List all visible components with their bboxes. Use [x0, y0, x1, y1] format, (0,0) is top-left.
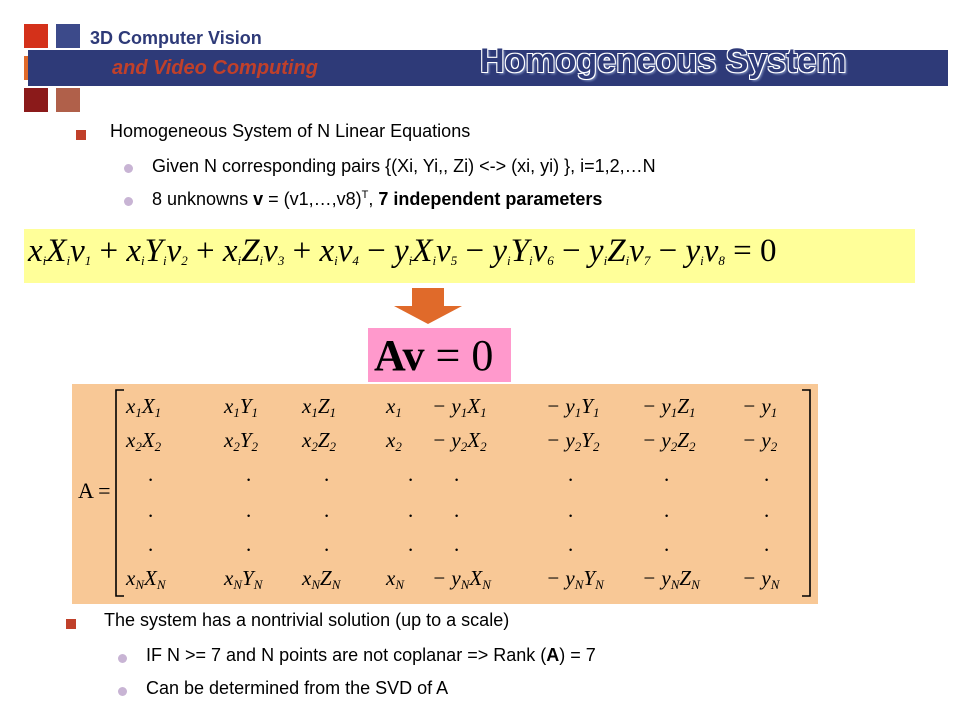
matrix-cell: . [664, 498, 670, 522]
matrix-cell: . [568, 462, 574, 486]
matrix-cell: . [664, 532, 670, 556]
matrix-cell: $x_2$ [386, 428, 402, 454]
matrix-cell: − $y_N$ [742, 566, 780, 592]
matrix-cell: $x_2Z_2$ [302, 428, 337, 454]
bullet-text: The system has a nontrivial solution (up to a scale) [104, 610, 510, 630]
matrix-cell: . [246, 462, 252, 486]
bullet-square [66, 619, 76, 629]
course-title-line2: and Video Computing [112, 57, 318, 79]
matrix-cell: $x_1Y_1$ [224, 394, 259, 420]
logo-square [56, 24, 80, 48]
matrix-cell: . [324, 532, 330, 556]
matrix-cell: . [324, 462, 330, 486]
projection-equation: $x_iX_iv_1 + x_iY_iv_2 + x_iZ_iv_3 + x_iv_4 - y_iX_iv_5 - y_iY_iv_6 - y_iZ_iv_7 - y_iv_8 = 0$ [28, 233, 777, 269]
bullet-dot [124, 197, 133, 206]
matrix-cell: − $y_1$ [742, 394, 778, 420]
matrix-cell: . [148, 532, 154, 556]
matrix-cell: − $y_NX_N$ [432, 566, 491, 592]
slide-title: Homogeneous System [480, 42, 847, 80]
matrix-cell: . [454, 498, 460, 522]
sub-bullet-text: IF N >= 7 and N points are not coplanar => Rank (A) = 7 [146, 645, 596, 665]
logo-square [56, 88, 80, 112]
sub-bullet-text: Given N corresponding pairs {(Xi, Yi,, Zi) <-> (xi, yi) }, i=1,2,…N [152, 156, 656, 176]
matrix-cell: $x_NX_N$ [126, 566, 166, 592]
down-arrow-icon [388, 288, 468, 326]
matrix-cell: $x_NZ_N$ [302, 566, 341, 592]
course-title-line1: 3D Computer Vision [90, 28, 262, 48]
matrix-cell: $x_2X_2$ [126, 428, 162, 454]
matrix-cell: . [568, 498, 574, 522]
matrix-cell: . [148, 498, 154, 522]
matrix-cell: $x_N$ [386, 566, 404, 592]
matrix-cell: − $y_2Z_2$ [642, 428, 696, 454]
matrix-cell: . [246, 532, 252, 556]
matrix-cell: $x_NY_N$ [224, 566, 263, 592]
matrix-cell: . [764, 532, 770, 556]
bullet-dot [124, 164, 133, 173]
matrix-cell: . [324, 498, 330, 522]
matrix-cell: . [454, 532, 460, 556]
av-equation: Av = 0 [374, 331, 494, 380]
matrix-cell: − $y_NY_N$ [546, 566, 604, 592]
matrix-cell: . [408, 462, 414, 486]
matrix-cell: − $y_2X_2$ [432, 428, 487, 454]
matrix-cell: − $y_1Y_1$ [546, 394, 600, 420]
matrix-cell: . [408, 498, 414, 522]
sub-bullet-text: Can be determined from the SVD of A [146, 678, 449, 698]
matrix-cell: . [454, 462, 460, 486]
matrix-cell: − $y_NZ_N$ [642, 566, 700, 592]
matrix-cell: . [408, 532, 414, 556]
matrix-cell: . [764, 462, 770, 486]
matrix-cell: . [664, 462, 670, 486]
matrix-cell: . [246, 498, 252, 522]
sub-bullet-text: 8 unknowns v = (v1,…,v8)$^T$, 7 independent parameters [152, 189, 603, 209]
logo-square [24, 24, 48, 48]
matrix-cell: . [764, 498, 770, 522]
matrix-label: A = [78, 478, 111, 503]
logo-square [24, 88, 48, 112]
matrix-cell: $x_1X_1$ [126, 394, 162, 420]
matrix-cell: $x_1$ [386, 394, 402, 420]
matrix-cell: − $y_1X_1$ [432, 394, 487, 420]
matrix-cell: . [148, 462, 154, 486]
matrix-cell: − $y_2$ [742, 428, 778, 454]
bullet-text: Homogeneous System of N Linear Equations [110, 121, 471, 141]
matrix-cell: . [568, 532, 574, 556]
bullet-dot [118, 654, 127, 663]
bullet-dot [118, 687, 127, 696]
bullet-square [76, 130, 86, 140]
matrix-cell: − $y_2Y_2$ [546, 428, 600, 454]
matrix-cell: − $y_1Z_1$ [642, 394, 696, 420]
matrix-cell: $x_2Y_2$ [224, 428, 259, 454]
matrix-cell: $x_1Z_1$ [302, 394, 337, 420]
